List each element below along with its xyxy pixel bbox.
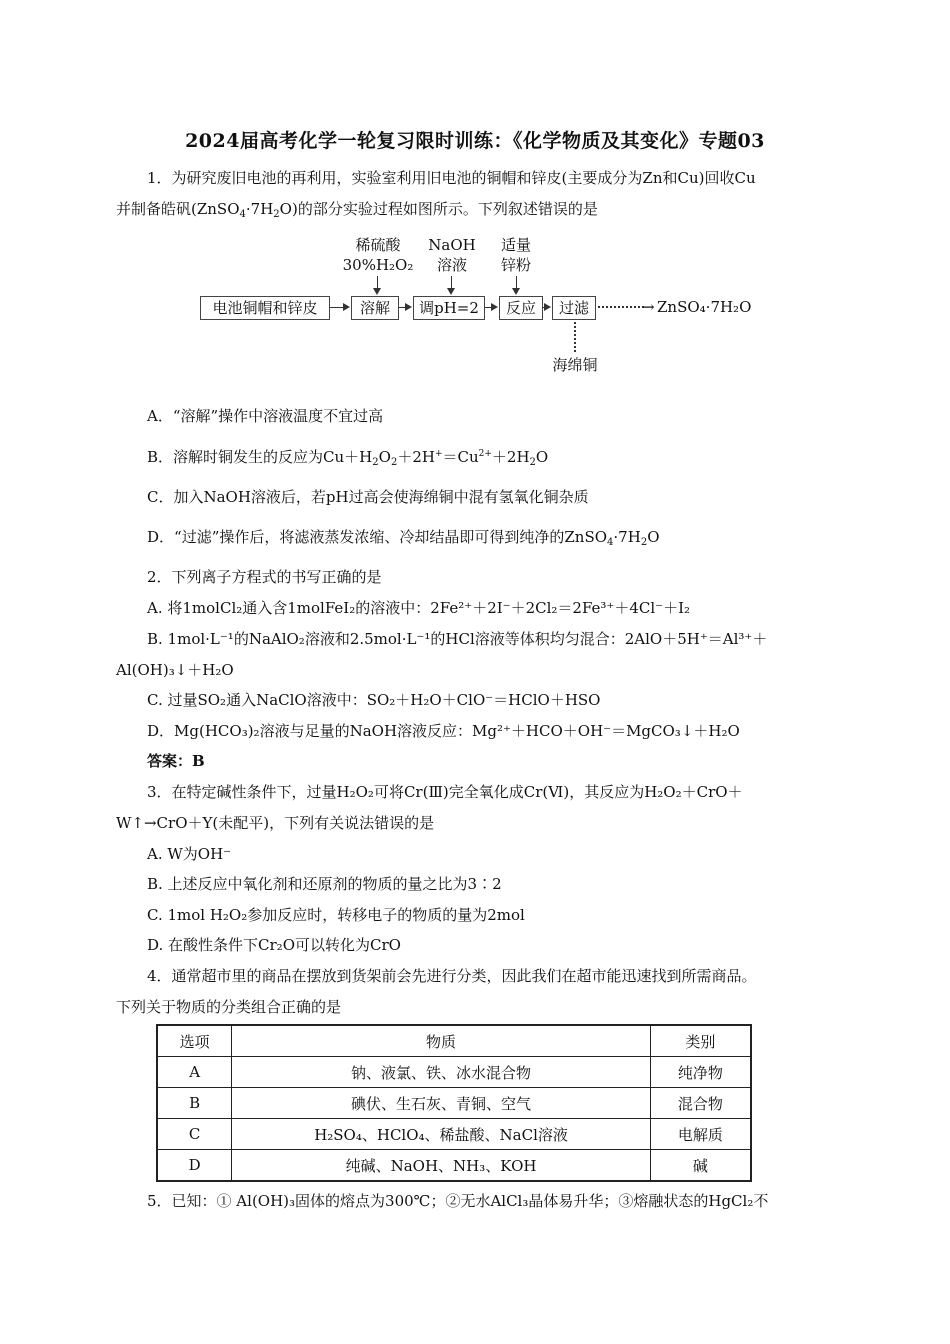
reagent-3-bottom: 锌粉 — [500, 256, 531, 274]
arrow-right-4 — [543, 307, 549, 308]
page-title: 2024届高考化学一轮复习限时训练：《化学物质及其变化》专题03 — [185, 130, 765, 152]
dotted-arrow-product — [598, 306, 644, 308]
q3-option-a: A. W为OH⁻ — [147, 845, 232, 863]
dotted-line-byproduct — [574, 322, 576, 352]
q1-option-c: C．加入NaOH溶液后，若pH过高会使海绵铜中混有氢氧化铜杂质 — [147, 488, 589, 506]
arrow-down-1 — [377, 276, 378, 293]
reagent-3-top: 适量 — [500, 236, 531, 254]
row-option: B — [157, 1088, 232, 1119]
q2-stem: 2．下列离子方程式的书写正确的是 — [147, 568, 382, 586]
flow-box-start: 电池铜帽和锌皮 — [200, 296, 330, 320]
arrow-right-1 — [330, 307, 348, 308]
row-option: C — [157, 1119, 232, 1150]
q2-option-b-line1: B. 1mol·L⁻¹的NaAlO₂溶液和2.5mol·L⁻¹的HCl溶液等体积均匀混合：2AlO＋5H⁺＝Al³⁺＋ — [147, 630, 768, 648]
flow-box-filter: 过滤 — [552, 296, 596, 320]
flow-box-adjust-ph: 调pH=2 — [413, 296, 485, 320]
row-substance: 碘伏、生石灰、青铜、空气 — [232, 1088, 651, 1119]
q1-stem-line2: 并制备皓矾$(ZnSO_4\cdot 7H_2O)$的部分实验过程如图所示。下列叙述错误的是 — [116, 200, 598, 220]
q2-option-d: D．Mg(HCO₃)₂溶液与足量的NaOH溶液反应：Mg²⁺＋HCO＋OH⁻＝MgCO₃↓＋H₂O — [147, 722, 740, 740]
arrow-down-3 — [516, 276, 517, 293]
arrow-right-2 — [399, 307, 410, 308]
q2-option-b-line2: Al(OH)₃↓＋H₂O — [116, 661, 234, 679]
row-category: 纯净物 — [650, 1057, 751, 1088]
row-substance: H₂SO₄、HClO₄、稀盐酸、NaCl溶液 — [232, 1119, 651, 1150]
table-row — [157, 1057, 751, 1088]
table-row — [157, 1088, 751, 1119]
reagent-2-bottom: 溶液 — [436, 256, 467, 274]
row-category: 电解质 — [650, 1119, 751, 1150]
q1-option-d: D．“过滤”操作后，将滤液蒸发浓缩、冷却结晶即可得到纯净的$ZnSO_4\cdot 7H_2O$ — [147, 528, 660, 548]
q3-option-b: B. 上述反应中氧化剂和还原剂的物质的量之比为3∶2 — [147, 875, 502, 893]
row-category: 碱 — [650, 1150, 751, 1182]
flow-box-dissolve: 溶解 — [351, 296, 399, 320]
q2-answer: 答案：B — [147, 752, 205, 770]
arrow-right-3 — [485, 307, 496, 308]
classification-table — [156, 1024, 752, 1182]
arrow-down-2 — [451, 276, 452, 293]
q1-option-a: A．“溶解”操作中溶液温度不宜过高 — [147, 407, 384, 425]
reagent-1-bottom: 30%H₂O₂ — [342, 256, 414, 274]
header-option: 选项 — [157, 1025, 232, 1057]
header-category: 类别 — [650, 1025, 751, 1057]
table-row — [157, 1150, 751, 1182]
q3-stem-line1: 3．在特定碱性条件下，过量H₂O₂可将Cr(Ⅲ)完全氧化成Cr(Ⅵ)，其反应为H₂O₂＋CrO＋ — [147, 783, 743, 801]
q1-stem-line1: 1．为研究废旧电池的再利用，实验室利用旧电池的铜帽和锌皮(主要成分为Zn和Cu)回收Cu — [147, 169, 756, 187]
q2-option-a: A. 将1molCl₂通入含1molFeI₂的溶液中：2Fe²⁺＋2I⁻＋2Cl₂＝2Fe³⁺＋4Cl⁻＋I₂ — [147, 599, 691, 617]
q4-stem-line2: 下列关于物质的分类组合正确的是 — [116, 998, 342, 1016]
q3-option-c: C. 1mol H₂O₂参加反应时，转移电子的物质的量为2mol — [147, 906, 525, 924]
dotted-arrow-head: → — [642, 298, 655, 316]
table-row — [157, 1119, 751, 1150]
q4-stem-line1: 4．通常超市里的商品在摆放到货架前会先进行分类，因此我们在超市能迅速找到所需商品。 — [147, 967, 757, 985]
product-label: ZnSO₄·7H₂O — [657, 298, 752, 316]
flow-box-react: 反应 — [499, 296, 543, 320]
row-option: D — [157, 1150, 232, 1182]
q3-stem-line2: W↑→CrO＋Y(未配平)，下列有关说法错误的是 — [116, 814, 435, 832]
q1-option-b: B．溶解时铜发生的反应为$Cu+H_2O_2+2H^+=Cu^{2+}+2H_2O$ — [147, 448, 549, 468]
header-substance: 物质 — [232, 1025, 651, 1057]
row-option: A — [157, 1057, 232, 1088]
q3-option-d: D. 在酸性条件下Cr₂O可以转化为CrO — [147, 936, 401, 954]
row-category: 混合物 — [650, 1088, 751, 1119]
q2-option-c: C. 过量SO₂通入NaClO溶液中：SO₂＋H₂O＋ClO⁻＝HClO＋HSO — [147, 691, 601, 709]
reagent-2-top: NaOH — [428, 236, 476, 254]
byproduct-label: 海绵铜 — [552, 356, 598, 374]
q5-stem: 5．已知：① Al(OH)₃固体的熔点为300℃；②无水AlCl₃晶体易升华；③熔融状态的HgCl₂不 — [147, 1192, 769, 1210]
table-header-row — [157, 1025, 751, 1057]
reagent-1-top: 稀硫酸 — [355, 236, 401, 254]
row-substance: 纯碱、NaOH、NH₃、KOH — [232, 1150, 651, 1182]
row-substance: 钠、液氯、铁、冰水混合物 — [232, 1057, 651, 1088]
